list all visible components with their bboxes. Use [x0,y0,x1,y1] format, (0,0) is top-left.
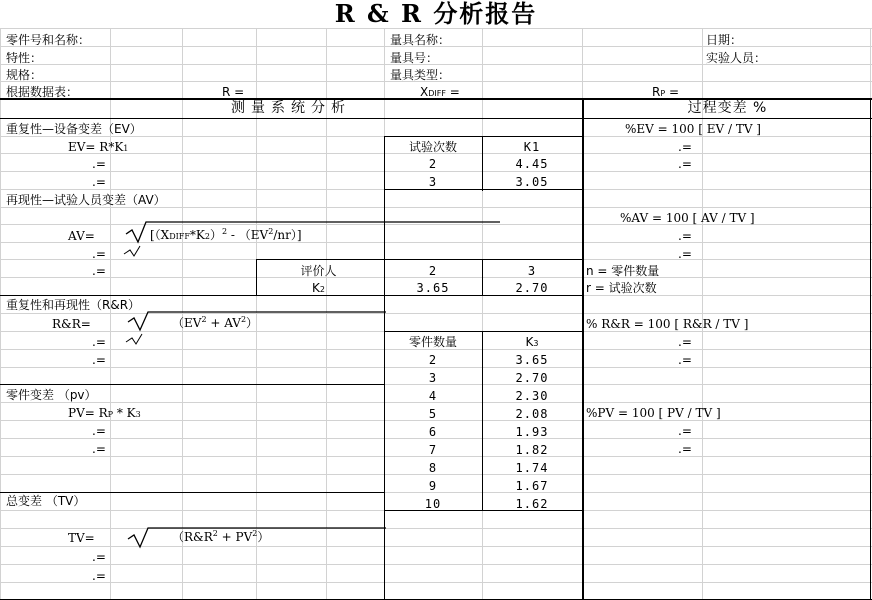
k3-parts-cell: 4 [428,389,438,403]
k3-value-cell: 1.67 [515,479,549,493]
ev-pct-eq-1: .= [678,140,692,154]
k3-value-cell: 1.62 [515,497,549,511]
k1-value-2: 4.45 [515,157,549,171]
rr-percent-formula: % R&R = 100 [ R&R / TV ] [586,317,749,331]
characteristic-label: 特性： [6,51,43,65]
ev-pct-eq-2: .= [678,157,692,171]
k3-value-cell: 3.65 [515,353,549,367]
pv-eq-2: .= [92,442,106,456]
k1-header: K1 [523,140,541,154]
k3-value-cell: 1.93 [515,425,549,439]
av-formula: [（XDIFF*K2）$^2$ - $(EV^2/nr)$] [150,227,302,242]
k2-value-2: 3.65 [416,281,450,295]
k3-value-cell: 2.70 [515,371,549,385]
k3-value-cell: 2.08 [515,407,549,421]
data-table-label: 根据数据表： [6,85,79,99]
operator-label: 实验人员： [706,51,767,65]
av-eq-2: .= [92,264,106,278]
xdiff-label: XDIFF = [420,85,460,99]
av-lhs: AV= [68,229,95,243]
k3-parts-cell: 3 [428,371,438,385]
rr-pct-eq-2: .= [678,353,692,367]
pv-percent-formula: %PV = 100 [ PV / TV ] [586,406,721,420]
k3-value-cell: 1.82 [515,443,549,457]
k3-parts-cell: 9 [428,479,438,493]
msa-section-title: 测量系统分析 [231,100,351,116]
ev-formula: EV= R*K1 [68,140,129,154]
date-label: 日期： [706,33,743,47]
ev-eq-2: .= [92,175,106,189]
rp-label: RP = [652,85,680,99]
av-pct-eq-1: .= [678,229,692,243]
k3-value-cell: 2.30 [515,389,549,403]
appraiser-label: 评价人 [300,264,337,278]
k3-header: K3 [525,335,539,349]
tv-formula: $(R\&R^2 + PV^2)$ [172,529,270,544]
ev-title: 重复性—设备变差（EV） [6,122,142,136]
av-eq-1: .= [92,247,106,261]
rr-formula: $(EV^2 + AV^2)$ [172,315,259,330]
k1-value-3: 3.05 [515,175,549,189]
pv-formula: PV= RP * K3 [68,406,141,420]
k3-parts-cell: 7 [428,443,438,457]
k3-parts-cell: 2 [428,353,438,367]
tv-eq-2: .= [92,569,106,583]
tv-lhs: TV= [68,531,95,545]
spec-label: 规格： [6,68,43,82]
pv-pct-eq-1: .= [678,424,692,438]
appraiser-3: 3 [527,264,537,278]
part-name-label: 零件号和名称： [6,33,91,47]
r-label: R = [222,85,245,99]
report-title: R & R 分析报告 [334,0,538,28]
gauge-type-label: 量具类型： [390,68,451,82]
rr-tick-1 [126,334,142,344]
k3-parts-cell: 10 [424,497,442,511]
trials-header: 试验次数 [408,140,457,154]
k3-value-cell: 1.74 [515,461,549,475]
process-variation-title: 过程变差 % [687,100,768,116]
gauge-name-label: 量具名称： [390,33,451,47]
av-title: 再现性—试验人员变差（AV） [6,193,166,207]
rr-eq-1: .= [92,335,106,349]
k1-trials-2: 2 [428,157,438,171]
pv-pct-eq-2: .= [678,442,692,456]
tv-title: 总变差 （TV） [6,494,86,508]
k1-trials-3: 3 [428,175,438,189]
n-note: n = 零件数量 [586,264,660,278]
rr-title: 重复性和再现性（R&R） [6,298,141,312]
k2-value-3: 2.70 [515,281,549,295]
av-percent-formula: %AV = 100 [ AV / TV ] [620,211,755,225]
ev-percent-formula: %EV = 100 [ EV / TV ] [625,122,761,136]
k3-parts-cell: 8 [428,461,438,475]
pv-title: 零件变差 （pv） [6,388,97,402]
parts-header: 零件数量 [408,335,457,349]
rr-pct-eq-1: .= [678,335,692,349]
av-pct-eq-2: .= [678,247,692,261]
r-note: r = 试验次数 [586,281,657,295]
k2-label: K2 [312,281,325,295]
appraiser-2: 2 [428,264,438,278]
rr-lhs: R&R= [52,317,91,331]
ev-eq-1: .= [92,157,106,171]
gauge-no-label: 量具号： [390,51,439,65]
pv-eq-1: .= [92,424,106,438]
tv-eq-1: .= [92,550,106,564]
k3-parts-cell: 5 [428,407,438,421]
k3-parts-cell: 6 [428,425,438,439]
av-tick-1 [124,246,140,256]
rr-eq-2: .= [92,353,106,367]
